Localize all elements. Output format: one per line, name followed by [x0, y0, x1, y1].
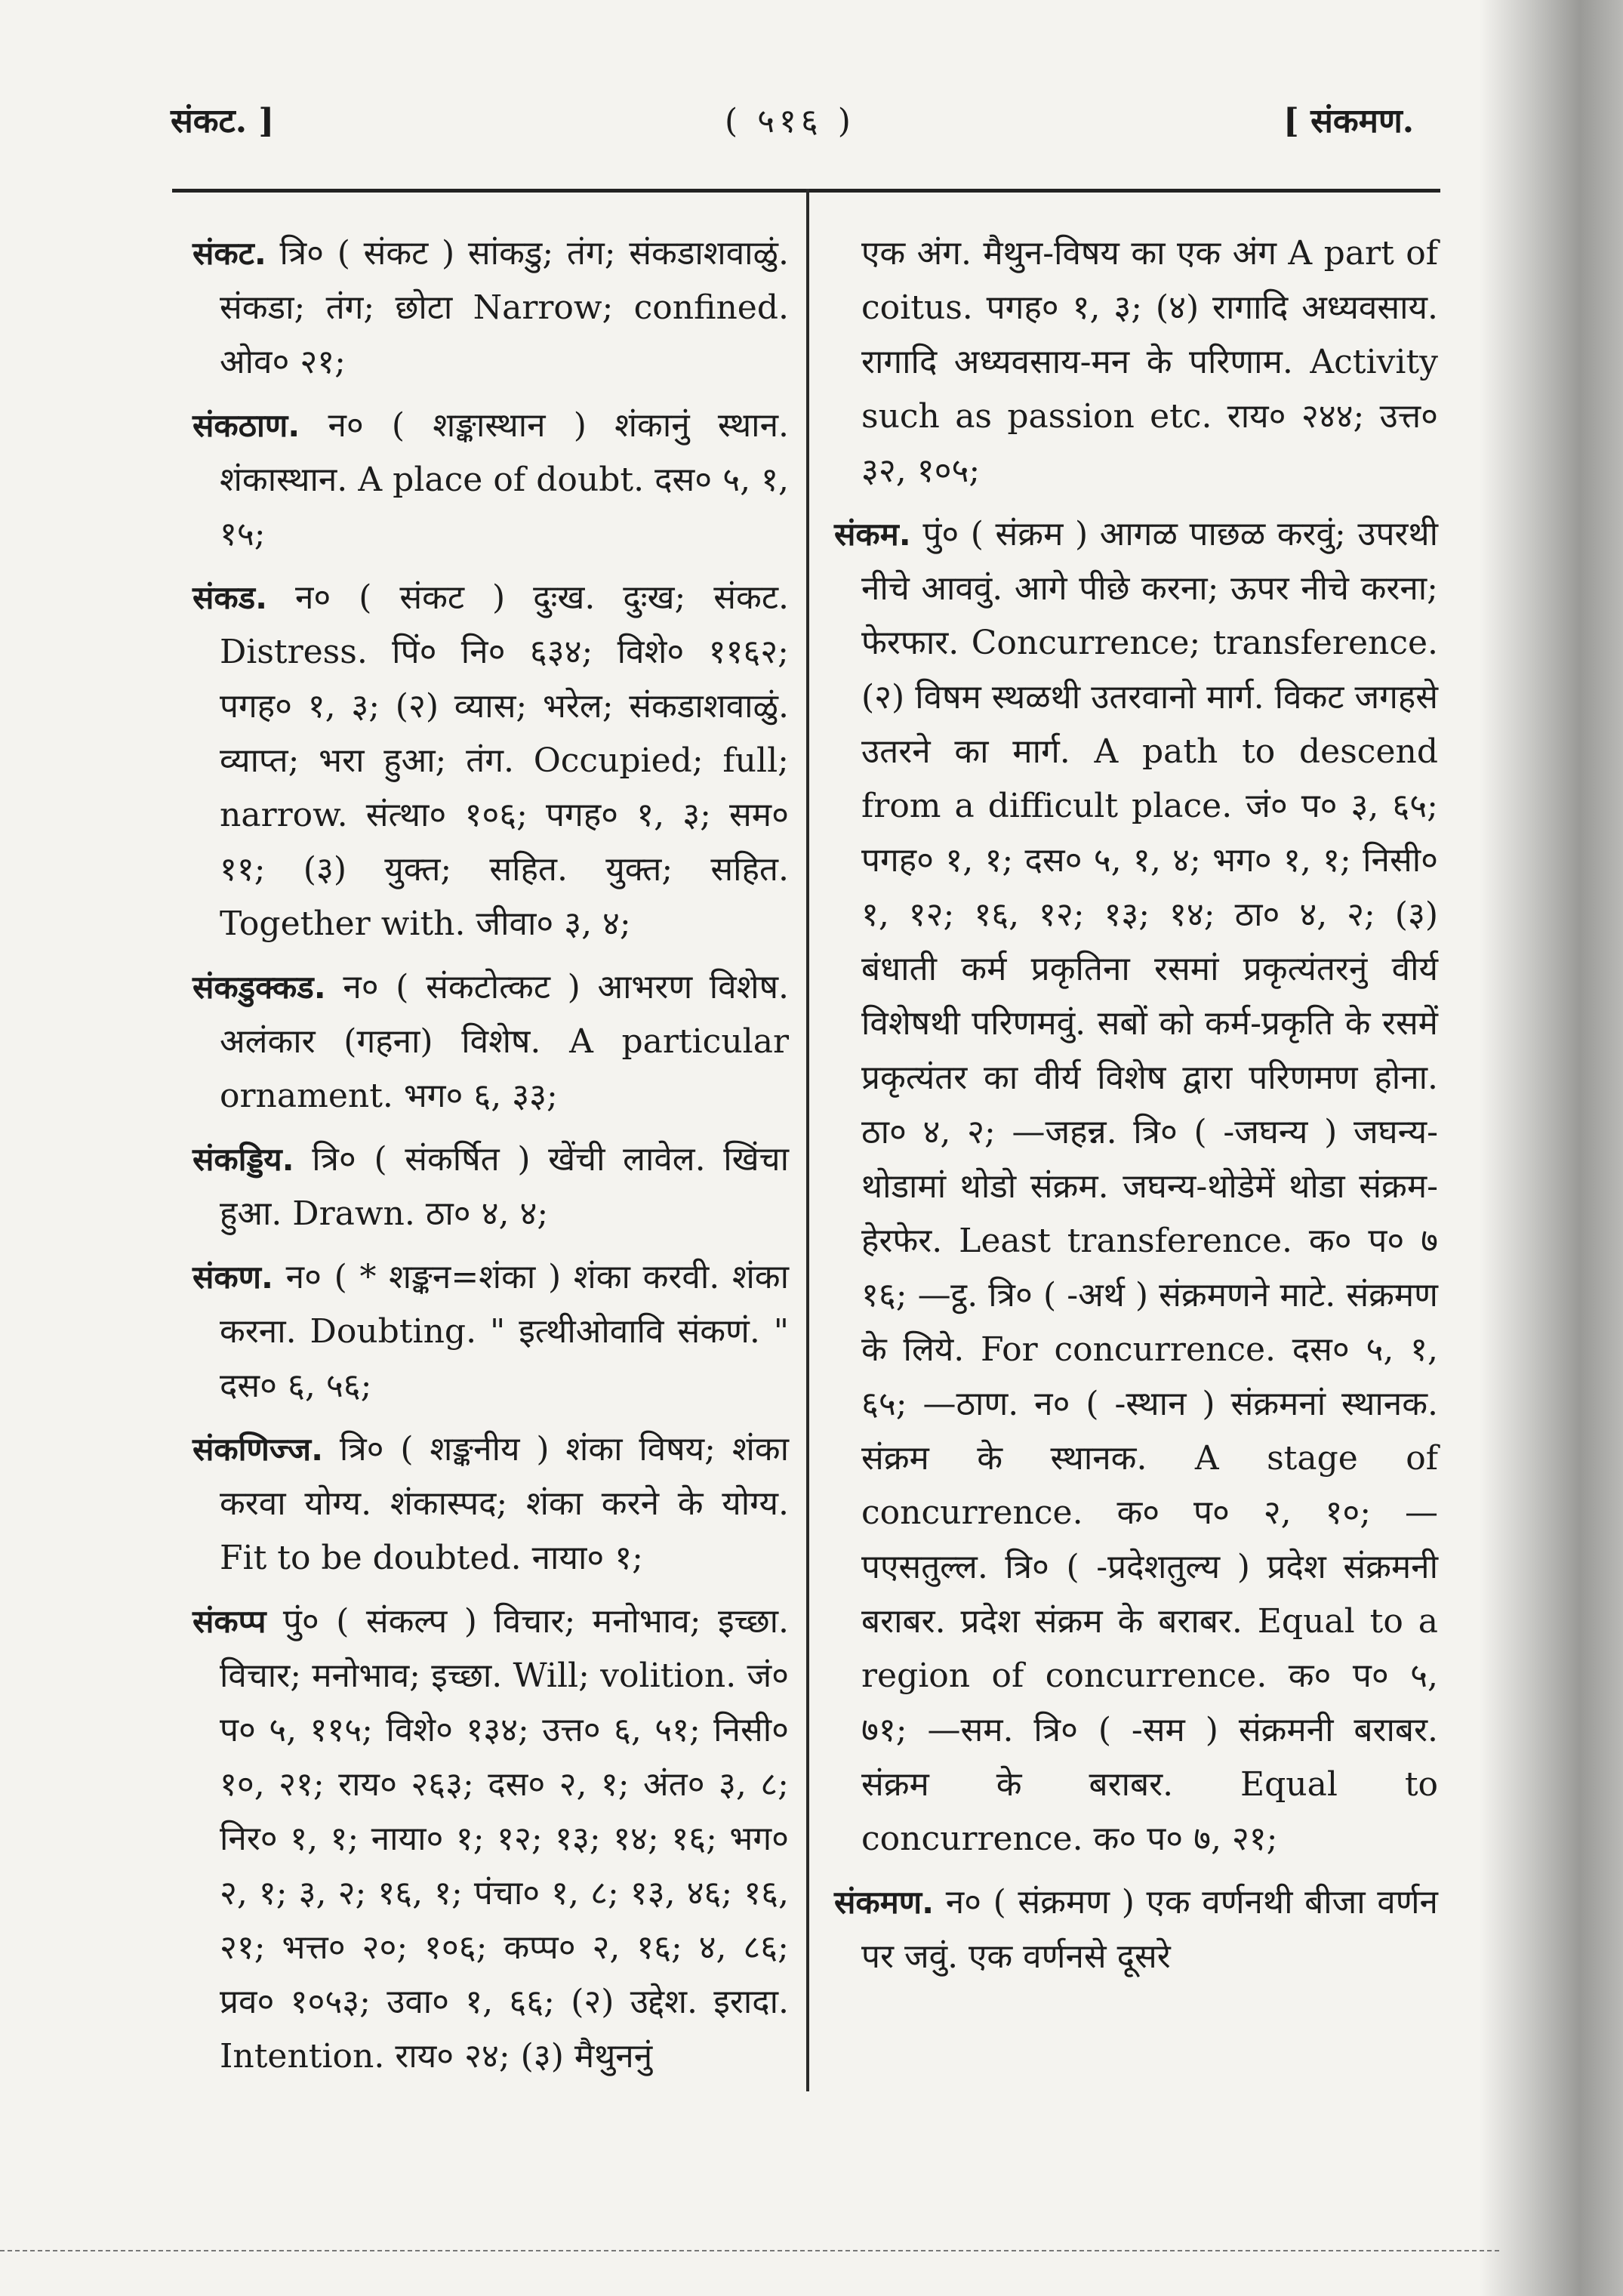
headword: संकप्प — [192, 1603, 266, 1640]
dictionary-entry — [192, 1595, 789, 2084]
dictionary-entry — [834, 1875, 1438, 1984]
headword: संकडुक्कड. — [192, 969, 326, 1006]
dictionary-entry — [192, 1133, 789, 1241]
page-number: ( ५१६ ) — [725, 102, 855, 140]
page-edge-shadow — [1480, 0, 1623, 2296]
dictionary-entry — [192, 227, 789, 390]
dictionary-entry — [192, 571, 789, 951]
entry-text: न० ( संक्रमण ) एक वर्णनथी बीजा वर्णन पर जवुं. एक वर्णनसे दूसरे — [861, 1883, 1438, 1976]
header-right-catchword: [ संकमण. — [1283, 102, 1415, 140]
headword: संकणिज्ज. — [192, 1431, 324, 1468]
footer-dotted-rule — [0, 2250, 1502, 2251]
headword: संकट. — [192, 235, 266, 272]
headword: संकम. — [834, 516, 911, 553]
dictionary-entry — [834, 507, 1438, 1866]
entry-text: न० ( शङ्कास्थान ) शंकानुं स्थान. शंकास्थान. A place of doubt. दस० ५, १, १५; — [220, 406, 789, 553]
entry-text: त्रि० ( शङ्कनीय ) शंका विषय; शंका करवा योग्य. शंकास्पद; शंका करने के योग्य. Fit to be doubted. नाया० १; — [220, 1430, 789, 1577]
entry-text: त्रि० ( संकर्षित ) खेंची लावेल. खिंचा हुआ. Drawn. ठा० ४, ४; — [220, 1140, 789, 1233]
entry-text: न० ( संकटोत्कट ) आभरण विशेष. अलंकार (गहना) विशेष. A particular ornament. भग० ६, ३३; — [220, 968, 789, 1115]
entry-text: पुं० ( संकल्प ) विचार; मनोभाव; इच्छा. विचार; मनोभाव; इच्छा. Will; volition. जं० प० ५, ११५; विशे० १३४; उत्त० ६, ५१; निसी० १०, २१; राय० २६३; दस० २, १; अंत० ३, ८; निर० १, १; नाया० १; १२; १३; १४; १६; भग० २, १; ३, २; १६, १; पंचा० १, ८; १३, ४६; १६, २१; भत्त० २०; १०६; कप्प० २, १६; ४, ८६; प्रव० १०५३; उवा० १, ६६; (२) उद्देश. इरादा. Intention. राय० २४; (३) मैथुननुं — [220, 1602, 789, 2076]
header-left-catchword: संकट. ] — [171, 102, 275, 140]
right-column — [834, 227, 1438, 1993]
entry-text: पुं० ( संक्रम ) आगळ पाछळ करवुं; उपरथी नीचे आववुं. आगे पीछे करना; ऊपर नीचे करना; फेरफार. Concurrence; transference. (२) विषम स्थळथी उतरवानो मार्ग. विकट जगहसे उतरने का मार्ग. A path to descend from a difficult place. जं० प० ३, ६५; पगह० १, १; दस० ५, १, ४; भग० १, १; निसी० १, १२; १६, १२; १३; १४; ठा० ४, २; (३) बंधाती कर्म प्रकृतिना रसमां प्रकृत्यंतरनुं वीर्य विशेषथी परिणमवुं. सबों को कर्म-प्रकृति के रसमें प्रकृत्यंतर का वीर्य विशेष द्वारा परिणमण होना. ठा० ४, २; —जहन्न. त्रि० ( -जघन्य ) जघन्य-थोडामां थोडो संक्रम. जघन्य-थोडेमें थोडा संक्रम-हेरफेर. Least transference. क० प० ७ १६; —ट्ठ. त्रि० ( -अर्थ ) संक्रमणने माटे. संक्रमण के लिये. For concurrence. दस० ५, १, ६५; —ठाण. न० ( -स्थान ) संक्रमनां स्थानक. संक्रम के स्थानक. A stage of concurrence. क० प० २, १०; —पएसतुल्ल. त्रि० ( -प्रदेशतुल्य ) प्रदेश संक्रमनी बराबर. प्रदेश संक्रम के बराबर. Equal to a region of concurrence. क० प० ५, ७१; —सम. त्रि० ( -सम ) संक्रमनी बराबर. संक्रम के बराबर. Equal to concurrence. क० प० ७, २१; — [861, 515, 1438, 1858]
left-column — [192, 227, 789, 2093]
dictionary-entry — [192, 960, 789, 1123]
headword: संकण. — [192, 1259, 273, 1296]
dictionary-entry — [192, 399, 789, 562]
headword: संकठाण. — [192, 407, 300, 444]
entry-text: न० ( * शङ्कन=शंका ) शंका करवी. शंका करना. Doubting. " इत्थीओवावि संकणं. " दस० ६, ५६; — [220, 1258, 789, 1405]
headword: संकड. — [192, 579, 268, 616]
entry-text: त्रि० ( संकट ) सांकडु; तंग; संकडाशवाळुं. संकडा; तंग; छोटा Narrow; confined. ओव० २१; — [220, 234, 789, 381]
dictionary-entry — [192, 1250, 789, 1413]
headword: संकड्डिय. — [192, 1141, 294, 1178]
continued-entry-text: एक अंग. मैथुन-विषय का एक अंग A part of coitus. पगह० १, ३; (४) रागादि अध्यवसाय. रागादि अध्यवसाय-मन के परिणाम. Activity such as passion etc. राय० २४४; उत्त० ३२, १०५; — [861, 234, 1438, 490]
entry-text: न० ( संकट ) दुःख. दुःख; संकट. Distress. पिं० नि० ६३४; विशे० ११६२; पगह० १, ३; (२) व्यास; भरेल; संकडाशवाळुं. व्याप्त; भरा हुआ; तंग. Occupied; full; narrow. संत्था० १०६; पगह० १, ३; सम० ११; (३) युक्त; सहित. युक्त; सहित. Together with. जीवा० ३, ४; — [220, 578, 789, 943]
headword: संकमण. — [834, 1884, 935, 1921]
dictionary-entry — [192, 1422, 789, 1586]
column-divider — [806, 189, 809, 2091]
